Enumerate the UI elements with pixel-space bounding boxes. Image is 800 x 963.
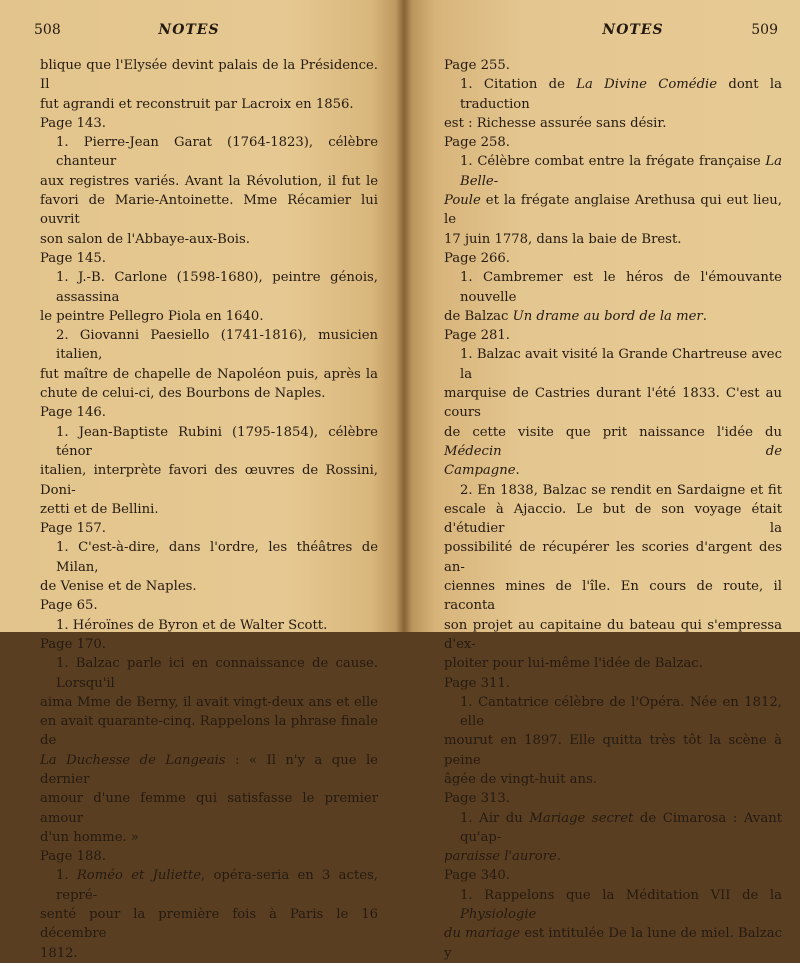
note-text-line: son salon de l'Abbaye-aux-Bois. — [40, 231, 250, 247]
note-page-reference: Page 146. — [40, 405, 106, 421]
note-text-line: zetti et de Bellini. — [40, 501, 159, 517]
note-text-line: 1. J.-B. Carlone (1598-1680), peintre génois, assassina — [56, 270, 378, 305]
note-text-line: 1. Citation de La Divine Comédie dont la traduction — [460, 77, 782, 112]
note-text-line: 1. Cantatrice célèbre de l'Opéra. Née en 1812, elle — [460, 694, 782, 730]
note-text-line: de Venise et de Naples. — [40, 579, 197, 595]
note-text-line: 1812. — [40, 945, 78, 961]
note-text-line: du mariage est intitulée De la lune de miel. Balzac y — [444, 926, 782, 961]
note-text-line: 17 juin 1778, dans la baie de Brest. — [444, 231, 682, 247]
note-text-line: ciennes mines de l'île. En cours de route, il raconta — [444, 579, 782, 614]
note-text-line: italien, interprète favori des œuvres de Rossini, Doni- — [40, 463, 378, 498]
note-page-reference: Page 65. — [40, 598, 98, 614]
note-text-line: escale à Ajaccio. Le but de son voyage était d'étudier la — [444, 501, 782, 537]
note-page-reference: Page 143. — [40, 115, 106, 131]
note-text-line: aux registres variés. Avant la Révolution, il fut le — [40, 173, 378, 189]
note-text-line: fut maître de chapelle de Napoléon puis, après la — [40, 366, 378, 382]
note-text-line: paraisse l'aurore. — [444, 849, 561, 865]
note-text-line: 1. Jean-Baptiste Rubini (1795-1854), célèbre ténor — [56, 424, 378, 459]
note-page-reference: Page 255. — [444, 58, 510, 73]
note-page-reference: Page 157. — [40, 521, 106, 537]
note-text-line: ploiter pour lui-même l'idée de Balzac. — [444, 656, 703, 672]
note-text-line: 1. Rappelons que la Méditation VII de la Physiologie — [460, 887, 782, 923]
note-page-reference: Page 340. — [444, 868, 510, 884]
note-text-line: Poule et la frégate anglaise Arethusa qui eut lieu, le — [444, 193, 782, 228]
note-page-reference: Page 145. — [40, 250, 106, 266]
note-text-line: de cette visite que prit naissance l'idée du Médecin de — [444, 424, 782, 459]
note-text-line: 1. Balzac avait visité la Grande Chartreuse avec la — [460, 347, 782, 382]
note-text-line: le peintre Pellegro Piola en 1640. — [40, 308, 264, 324]
note-text-line: amour d'une femme qui satisfasse le premier amour — [40, 791, 378, 826]
note-text-line: 1. Air du Mariage secret de Cimarosa : Avant qu'ap- — [460, 810, 782, 845]
right-page-body — [444, 56, 782, 963]
note-text-line: âgée de vingt-huit ans. — [444, 771, 597, 787]
note-text-line: 2. En 1838, Balzac se rendit en Sardaigne et fit — [460, 482, 782, 498]
note-page-reference: Page 281. — [444, 328, 510, 344]
note-text-line: 2. Giovanni Paesiello (1741-1816), musicien italien, — [56, 328, 378, 363]
note-text-line: blique que l'Elysée devint palais de la Présidence. Il — [40, 58, 378, 93]
note-page-reference: Page 258. — [444, 135, 510, 151]
note-text-line: de Balzac Un drame au bord de la mer. — [444, 308, 707, 324]
note-text-line: en avait quarante-cinq. Rappelons la phrase finale de — [40, 714, 378, 749]
left-page-header — [34, 22, 378, 44]
right-page-title: NOTES — [602, 22, 664, 38]
left-page-title: NOTES — [158, 22, 220, 38]
left-page-body — [40, 56, 378, 963]
note-text-line: senté pour la première fois à Paris le 16 décembre — [40, 907, 378, 942]
note-text-line: est : Richesse assurée sans désir. — [444, 115, 667, 131]
note-text-line: 1. Pierre-Jean Garat (1764-1823), célèbre chanteur — [56, 135, 378, 170]
note-text-line: d'un homme. » — [40, 829, 139, 845]
note-text-line: 1. Héroïnes de Byron et de Walter Scott. — [56, 617, 328, 633]
note-text-line: 1. Balzac parle ici en connaissance de cause. Lorsqu'il — [56, 656, 378, 691]
note-text-line: mourut en 1897. Elle quitta très tôt la scène à peine — [444, 733, 782, 768]
note-text-line: possibilité de récupérer les scories d'argent des an- — [444, 540, 782, 575]
note-page-reference: Page 311. — [444, 675, 510, 691]
note-text-line: marquise de Castries durant l'été 1833. C'est au cours — [444, 386, 782, 421]
note-page-reference: Page 188. — [40, 849, 106, 865]
note-text-line: favori de Marie-Antoinette. Mme Récamier lui ouvrit — [40, 193, 378, 228]
note-text-line: 1. Cambremer est le héros de l'émouvante nouvelle — [460, 270, 782, 305]
note-page-reference: Page 266. — [444, 250, 510, 266]
note-page-reference: Page 170. — [40, 636, 106, 652]
right-page-number: 509 — [751, 22, 778, 38]
note-text-line: son projet au capitaine du bateau qui s'empressa d'ex- — [444, 617, 782, 652]
note-text-line: chute de celui-ci, des Bourbons de Naples. — [40, 386, 326, 402]
note-text-line: La Duchesse de Langeais : « Il n'y a que le dernier — [40, 752, 378, 787]
note-page-reference: Page 313. — [444, 791, 510, 807]
note-text-line: fut agrandi et reconstruit par Lacroix en 1856. — [40, 96, 354, 112]
note-text-line: aima Mme de Berny, il avait vingt-deux ans et elle — [40, 694, 378, 710]
note-text-line: 1. Roméo et Juliette, opéra-seria en 3 actes, repré- — [56, 868, 378, 903]
note-text-line: 1. C'est-à-dire, dans l'ordre, les théâtres de Milan, — [56, 540, 378, 575]
right-page-header — [444, 22, 782, 44]
left-page-number: 508 — [34, 22, 61, 38]
right-page — [404, 0, 800, 961]
note-text-line: 1. Célèbre combat entre la frégate française La Belle- — [460, 154, 782, 189]
note-text-line: Campagne. — [444, 463, 520, 479]
